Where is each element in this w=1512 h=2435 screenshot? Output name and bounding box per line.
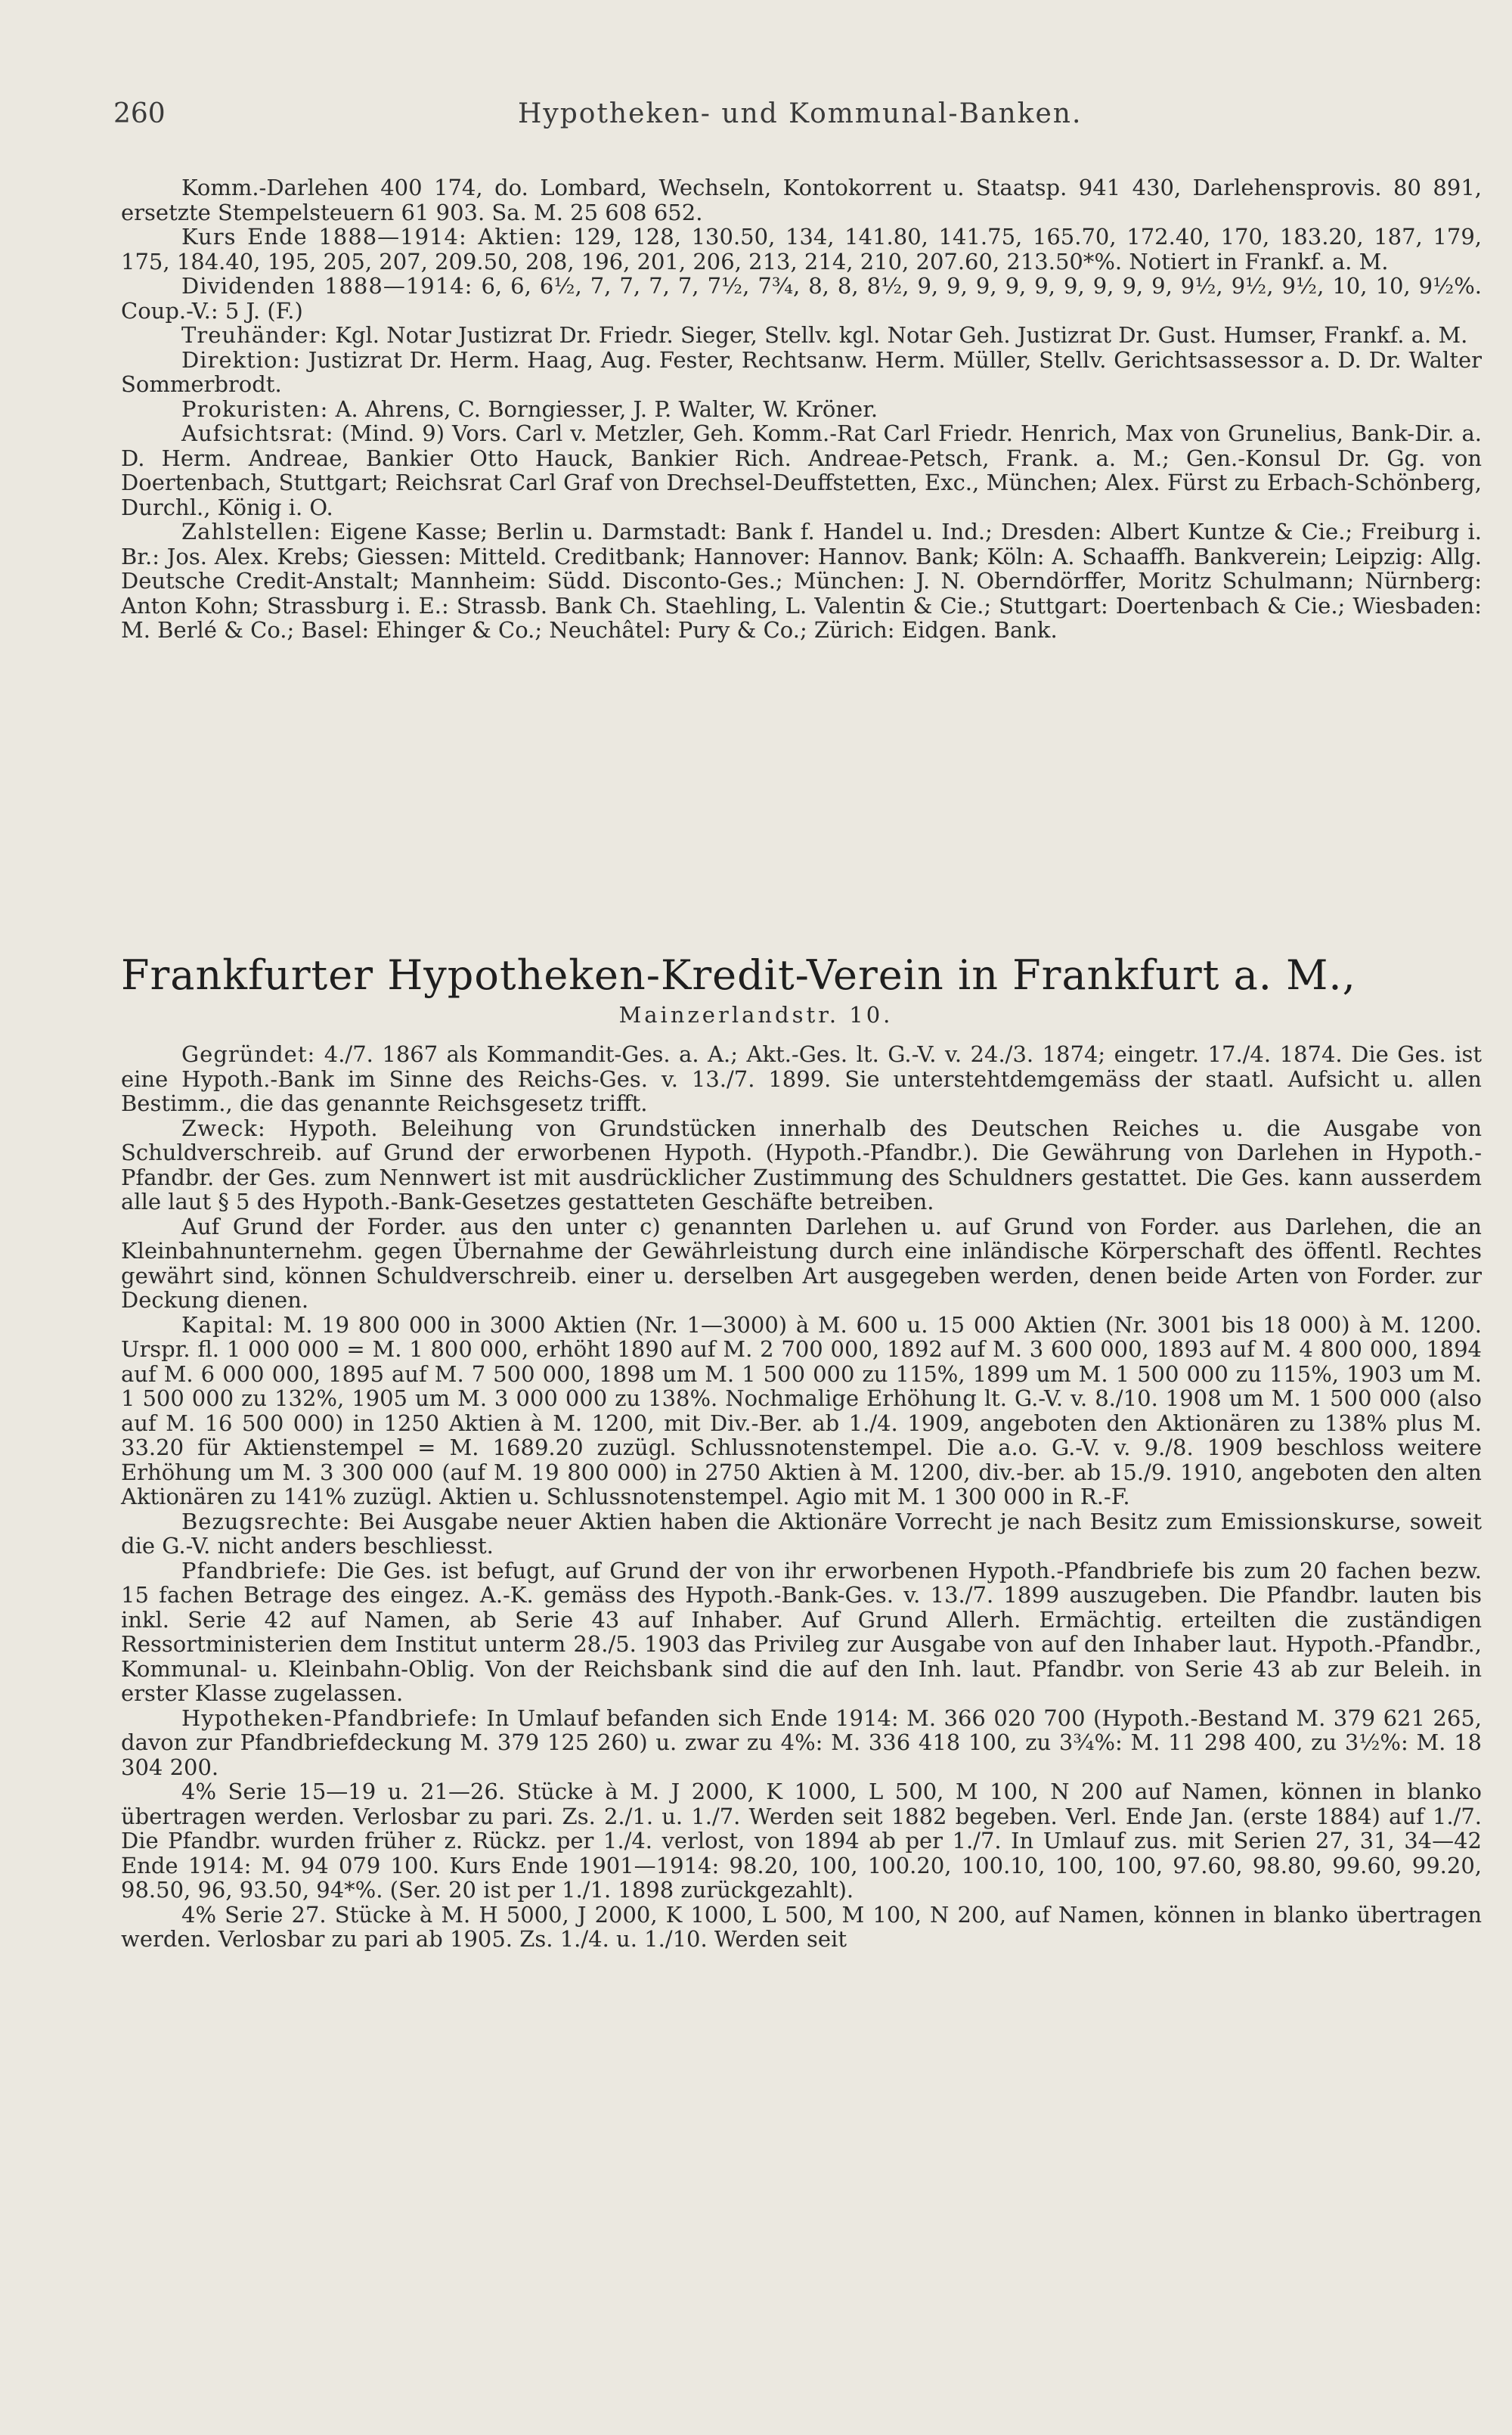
paragraph-label: Dividenden 1888—1914: [181, 273, 473, 299]
paragraph [121, 1214, 1482, 1313]
paragraph [121, 1509, 1482, 1559]
paragraph-text: 4% Serie 15—19 u. 21—26. Stücke à M. J 2000, K 1000, L 500, M 100, N 200 auf Namen, können in blanko übertragen werden. Verlosbar zu pari. Zs. 2./1. u. 1./7. Werden seit 1882 begeben. Verl. Ende Jan. (erste 1884) auf 1./7. Die Pfandbr. wurden früher z. Rückz. per 1./4. verlost, von 1894 ab per 1./7. In Umlauf zus. mit Serien 27, 31, 34—42 Ende 1914: M. 94 079 100. Kurs Ende 1901—1914: 98.20, 100, 100.20, 100.10, 100, 100, 97.60, 98.80, 99.60, 99.20, 98.50, 96, 93.50, 94*%. (Ser. 20 ist per 1./1. 1898 zurückgezahlt). [121, 1779, 1482, 1903]
paragraph-text: Kgl. Notar Justizrat Dr. Friedr. Sieger, Stellv. kgl. Notar Geh. Justizrat Dr. Gust. Humser, Frankf. a. M. [335, 322, 1468, 348]
paragraph [121, 1706, 1482, 1780]
entry-address: Mainzerlandstr. 10. [618, 1002, 894, 1028]
paragraph [121, 421, 1482, 520]
paragraph-text: Eigene Kasse; Berlin u. Darmstadt: Bank f. Handel u. Ind.; Dresden: Albert Kuntze & Cie.; Freiburg i. Br.: Jos. Alex. Krebs; Giessen: Mitteld. Creditbank; Hannover: Hannov. Bank; Köln: A. Schaaffh. Bankverein; Leipzig: Allg. Deutsche Credit-Anstalt; Mannheim: Südd. Disconto-Ges.; München: J. N. Oberndörffer, Moritz Schulmann; Nürnberg: Anton Kohn; Strassburg i. E.: Strassb. Bank Ch. Staehling, L. Valentin & Cie.; Stuttgart: Doertenbach & Cie.; Wiesbaden: M. Berlé & Co.; Basel: Ehinger & Co.; Neuchâtel: Pury & Co.; Zürich: Eidgen. Bank. [121, 519, 1483, 643]
entry-body-text [121, 1042, 1482, 1952]
entry-title: Frankfurter Hypotheken-Kredit-Verein in Frankfurt a. M., [121, 951, 1356, 999]
running-title: Hypotheken- und Kommunal-Banken. [518, 98, 1083, 129]
paragraph-text: 6, 6, 6½, 7, 7, 7, 7, 7½, 7¾, 8, 8, 8½, 9, 9, 9, 9, 9, 9, 9, 9, 9, 9½, 9½, 9½, 10, 10, 9½%. Coup.-V.: 5 J. (F.) [121, 273, 1482, 324]
paragraph-text: Justizrat Dr. Herm. Haag, Aug. Fester, Rechtsanw. Herm. Müller, Stellv. Gerichtsassessor a. D. Dr. Walter Sommerbrodt. [121, 346, 1483, 397]
paragraph-label: Bezugsrechte: [181, 1508, 351, 1534]
paragraph-text: Hypoth. Beleihung von Grundstücken innerhalb des Deutschen Reiches u. die Ausgabe von Schuldverschreib. auf Grund der erworbenen Hypoth. (Hypoth.-Pfandbr.). Die Gewährung von Darlehen in Hypoth.-Pfandbr. der Ges. zum Nennwert ist mit ausdrücklicher Zustimmung des Schuldners gestattet. Die Ges. kann ausserdem alle laut § 5 des Hypoth.-Bank-Gesetzes gestatteten Geschäfte betreiben. [121, 1115, 1482, 1214]
page-header [113, 98, 1474, 144]
paragraph-text: Die Ges. ist befugt, auf Grund der von ihr erworbenen Hypoth.-Pfandbriefe bis zum 20 fachen bezw. 15 fachen Betrage des eingez. A.-K. gemäss des Hypoth.-Bank-Ges. v. 13./7. 1899 auszugeben. Die Pfandbr. lauten bis inkl. Serie 42 auf Namen, ab Serie 43 auf Inhaber. Auf Grund Allerh. Ermächtig. erteilten die zuständigen Ressortministerien dem Institut unterm 28./5. 1903 das Privileg zur Ausgabe von auf den Inhaber laut. Hypoth.-Pfandbr., Kommunal- u. Kleinbahn-Oblig. Von der Reichsbank sind die auf den Inh. laut. Pfandbr. von Serie 43 ab zur Beleih. in erster Klasse zugelassen. [121, 1557, 1482, 1706]
paragraph-label: Zahlstellen: [181, 519, 322, 544]
paragraph-text: A. Ahrens, C. Borngiesser, J. P. Walter, W. Kröner. [335, 395, 878, 422]
paragraph [121, 175, 1482, 225]
paragraph [121, 1116, 1482, 1214]
paragraph [121, 225, 1482, 274]
page-number: 260 [113, 98, 166, 129]
paragraph-label: Kapital: [181, 1311, 274, 1338]
paragraph-label: Zweck: [181, 1115, 266, 1141]
paragraph [121, 397, 1482, 422]
paragraph-label: Hypotheken-Pfandbriefe: [181, 1704, 479, 1731]
paragraph [121, 1042, 1482, 1116]
paragraph [121, 1903, 1482, 1952]
paragraph-label: Kurs Ende 1888—1914: Aktien: [181, 224, 563, 250]
paragraph-text: (Mind. 9) Vors. Carl v. Metzler, Geh. Komm.-Rat Carl Friedr. Henrich, Max von Grunelius, Bank-Dir. a. D. Herm. Andreae, Bankier Otto Hauck, Bankier Rich. Andreae-Petsch, Frank. a. M.; Gen.-Konsul Dr. Gg. von Doertenbach, Stuttgart; Reichsrat Carl Graf von Drechsel-Deuffstetten, Exc., München; Alex. Fürst zu Erbach-Schönberg, Durchl., König i. O. [121, 420, 1482, 520]
paragraph-label: Pfandbriefe: [181, 1557, 328, 1584]
paragraph-text: In Umlauf befanden sich Ende 1914: M. 366 020 700 (Hypoth.-Bestand M. 379 621 265, davon zur Pfandbriefdeckung M. 379 125 260) u. zwar zu 4%: M. 336 418 100, zu 3¾%: M. 11 298 400, zu 3½%: M. 18 304 200. [121, 1704, 1482, 1780]
paragraph [121, 1559, 1482, 1706]
previous-entry-text [121, 175, 1482, 643]
paragraph-text: 4./7. 1867 als Kommandit-Ges. a. A.; Akt.-Ges. lt. G.-V. v. 24./3. 1874; eingetr. 17./4. 1874. Die Ges. ist eine Hypoth.-Bank im Sinne des Reichs-Ges. v. 13./7. 1899. Sie unterstehtdemgemäss der staatl. Aufsicht u. allen Bestimm., die das genannte Reichsgesetz trifft. [121, 1041, 1483, 1116]
paragraph-label: Prokuristen: [181, 395, 329, 422]
paragraph [121, 520, 1482, 643]
paragraph-label: Direktion: [181, 346, 301, 373]
paragraph-label: Treuhänder: [181, 322, 329, 348]
paragraph [121, 1779, 1482, 1903]
paragraph-label: Gegründet: [181, 1041, 316, 1067]
paragraph-text: 129, 128, 130.50, 134, 141.80, 141.75, 165.70, 172.40, 170, 183.20, 187, 179, 175, 184.40, 195, 205, 207, 209.50, 208, 196, 201, 206, 213, 214, 210, 207.60, 213.50*%. Notiert in Frankf. a. M. [121, 224, 1483, 275]
paragraph [121, 1313, 1482, 1509]
paragraph-text: Bei Ausgabe neuer Aktien haben die Aktionäre Vorrecht je nach Besitz zum Emissionskurse, soweit die G.-V. nicht anders beschliesst. [121, 1508, 1483, 1559]
paragraph-text: Auf Grund der Forder. aus den unter c) genannten Darlehen u. auf Grund von Forder. aus Darlehen, die an Kleinbahnunternehm. gegen Übernahme der Gewährleistung durch eine inländische Körperschaft des öffentl. Rechtes gewährt sind, können Schuldverschreib. einer u. derselben Art ausgegeben werden, denen beide Arten von Forder. zur Deckung dienen. [121, 1213, 1482, 1313]
paragraph [121, 348, 1482, 397]
paragraph-text: 4% Serie 27. Stücke à M. H 5000, J 2000, K 1000, L 500, M 100, N 200, auf Namen, können in blanko übertragen werden. Verlosbar zu pari ab 1905. Zs. 1./4. u. 1./10. Werden seit [121, 1901, 1482, 1952]
paragraph [121, 323, 1482, 348]
paragraph-text: Komm.-Darlehen 400 174, do. Lombard, Wechseln, Kontokorrent u. Staatsp. 941 430, Darlehensprovis. 80 891, ersetzte Stempelsteuern 61 903. Sa. M. 25 608 652. [121, 175, 1482, 225]
paragraph-label: Aufsichtsrat: [181, 420, 334, 446]
paragraph-text: M. 19 800 000 in 3000 Aktien (Nr. 1—3000) à M. 600 u. 15 000 Aktien (Nr. 3001 bis 18 000) à M. 1200. Urspr. fl. 1 000 000 = M. 1 800 000, erhöht 1890 auf M. 2 700 000, 1892 auf M. 3 600 000, 1893 auf M. 4 800 000, 1894 auf M. 6 000 000, 1895 auf M. 7 500 000, 1898 um M. 1 500 000 zu 115%, 1899 um M. 1 500 000 zu 115%, 1903 um M. 1 500 000 zu 132%, 1905 um M. 3 000 000 zu 138%. Nochmalige Erhöhung lt. G.-V. v. 8./10. 1908 um M. 1 500 000 (also auf M. 16 500 000) in 1250 Aktien à M. 1200, mit Div.-Ber. ab 1./4. 1909, angeboten den Aktionären zu 138% plus M. 33.20 für Aktienstempel = M. 1689.20 zuzügl. Schlussnotenstempel. Die a.o. G.-V. v. 9./8. 1909 beschloss weitere Erhöhung um M. 3 300 000 (auf M. 19 800 000) in 2750 Aktien à M. 1200, div.-ber. ab 15./9. 1910, angeboten den alten Aktionären zu 141% zuzügl. Aktien u. Schlussnotenstempel. Agio mit M. 1 300 000 in R.-F. [121, 1311, 1482, 1509]
paragraph [121, 274, 1482, 323]
